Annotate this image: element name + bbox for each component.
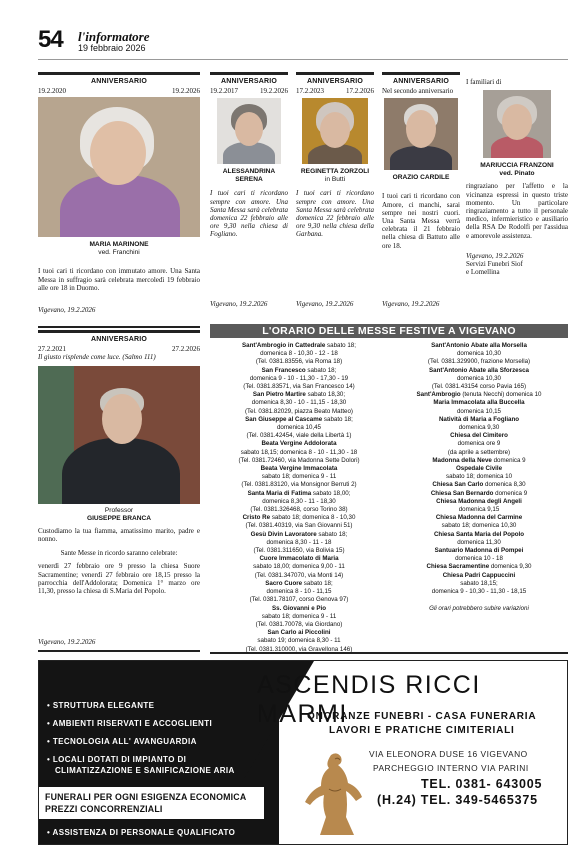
ad-phone-24h: (H.24) TEL. 349-5465375 — [377, 793, 538, 807]
deceased-subname: ved. Pinato — [499, 170, 535, 178]
mass-schedule-line: Sant'Antonio Abate alla Sforzesca — [429, 366, 529, 374]
mass-schedule-line: (Tel. 0381.310000, via Gravellona 146) — [245, 645, 353, 653]
mass-schedule-line: (Tel. 0381.83556, via Roma 18) — [255, 358, 343, 366]
obituary-franzoni — [466, 78, 568, 308]
issue-date: 19 febbraio 2026 — [78, 43, 146, 53]
mass-schedule-line: Cuore Immacolato di Maria — [259, 555, 339, 563]
obituary-title: ANNIVERSARIO — [306, 78, 364, 85]
deceased-name: ALESSANDRINA — [222, 168, 276, 176]
deceased-name: MARIA MARINONE — [89, 241, 149, 249]
mass-schedule-line: (Tel. 0381.311650, via Bolivia 15) — [253, 547, 345, 555]
statue-icon — [301, 749, 369, 841]
deceased-name: MARIUCCIA FRANZONI — [480, 162, 554, 170]
mass-schedule-line — [390, 596, 568, 604]
mass-schedule-line: (Tel. 0381.347070, via Monti 14) — [254, 571, 344, 579]
mass-schedule-line: (Tel. 0381.78107, corso Genova 97) — [249, 596, 349, 604]
mass-schedule-line: Madonna della Neve domenica 9 — [432, 456, 526, 464]
mass-schedule-line: domenica 8,30 - 11 - 18,30 — [262, 497, 336, 505]
date-left: 19.2.2017 — [210, 87, 238, 95]
mass-schedule-line: (Tel. 0381.70078, via Giordano) — [255, 620, 343, 628]
mass-schedule — [210, 324, 568, 654]
mass-schedule-line: Cristo Re sabato 18; domenica 8 - 10,30 — [242, 514, 356, 522]
mass-schedule-line: domenica 9,30 — [458, 424, 500, 432]
newspaper-brand: l'informatore — [78, 29, 150, 44]
mass-schedule-line: Sant'Ambrogio (tenuta Necchi) domenica 10 — [416, 391, 542, 399]
obituary-text: Custodiamo la tua fiamma, amatissimo marito, padre e nonno. — [38, 526, 200, 544]
obituary-text: I tuoi cari ti ricordano sempre con amore. Una Santa Messa sarà celebrata domenica 22 febbraio alle ore 9,30 nella chiesa di Fogliano. — [210, 189, 288, 239]
date-left: 27.2.2021 — [38, 345, 66, 353]
mass-schedule-line: Chiesa Sacramentine domenica 9,30 — [426, 563, 532, 571]
mass-schedule-line: domenica 9,15 — [458, 506, 500, 514]
date-right: 27.2.2026 — [172, 345, 200, 353]
mass-schedule-title: L'ORARIO DELLE MESSE FESTIVE A VIGEVANO — [210, 324, 568, 338]
obituary-cardile — [382, 72, 460, 308]
deceased-name: GIUSEPPE BRANCA — [86, 514, 152, 522]
mass-schedule-line: (Tel. 0381.42454, viale della Libertà 1) — [246, 432, 352, 440]
portrait-photo — [38, 366, 200, 504]
mass-schedule-line: (Tel. 0381.326468, corso Torino 38) — [250, 506, 348, 514]
mass-schedule-line: sabato 18; domenica 10,30 — [441, 522, 517, 530]
mass-schedule-column-2 — [390, 342, 568, 613]
mass-schedule-line: domenica 9 - 10 - 11,30 - 17,30 - 19 — [249, 374, 349, 382]
mass-schedule-line: (Tel. 0381.43154 corso Pavia 165) — [431, 383, 527, 391]
page-header — [38, 26, 568, 60]
obituary-sign: Vigevano, 19.2.2026 — [296, 299, 354, 308]
date-right: 17.2.2026 — [346, 87, 374, 95]
deceased-subname: SERENA — [235, 176, 263, 184]
mass-schedule-line: sabato 19; domenica 8,30 - 11 — [257, 637, 341, 645]
obituary-sign: Vigevano, 19.2.2026 — [466, 251, 524, 260]
deceased-title: Professor — [104, 506, 134, 514]
mass-schedule-line: Ss. Giovanni e Pio — [272, 604, 326, 612]
mass-schedule-line: domenica 10 - 18 — [455, 555, 503, 563]
mass-schedule-line: sabato 18,15; — [460, 579, 498, 587]
mass-schedule-column-1 — [210, 342, 388, 654]
mass-schedule-line: Chiesa Santa Maria del Popolo — [433, 530, 525, 538]
mass-schedule-line: domenica 10,30 — [456, 374, 502, 382]
obituary-quote: Il giusto risplende come luce. (Salmo 111) — [38, 353, 156, 362]
portrait-photo — [217, 98, 281, 164]
page-number: 54 — [38, 26, 63, 53]
obituary-text: I tuoi cari ti ricordano con immutato amore. Una Santa Messa in suffragio sarà celebrata mercoledì 19 febbraio alle ore 18 in Duomo. — [38, 267, 200, 292]
obituary-title: ANNIVERSARIO — [90, 336, 148, 343]
obituary-sign: Vigevano, 19.2.2026 — [38, 637, 96, 646]
obituary-text: ringraziano per l'affetto e la vicinanza espressi in questo triste momento. Un particolare ringraziamento a tutto il personale medico, infermieristico e ausiliario della RSA De Rodolfi per l'assidua e amorevole assistenza. — [466, 182, 568, 240]
mass-schedule-line: sabato 18,00; domenica 9,00 - 11 — [253, 563, 345, 571]
mass-schedule-line: Sant'Ambrogio in Cattedrale sabato 18; — [242, 342, 356, 349]
mass-schedule-line: Chiesa Padri Cappuccini — [442, 571, 516, 579]
mass-schedule-line: (Tel. 0381.83571, via San Francesco 14) — [243, 383, 355, 391]
portrait-photo — [38, 97, 200, 237]
ad-bullet: CLIMATIZZAZIONE E SANIFICAZIONE ARIA — [55, 766, 235, 775]
funeral-service: Servizi Funebri Siof — [466, 260, 523, 269]
mass-schedule-line: domenica 9 - 10,30 - 11,30 - 18,15 — [431, 588, 527, 596]
mass-schedule-line: Chiesa San Carlo domenica 8,30 — [432, 481, 526, 489]
portrait-photo — [302, 98, 368, 164]
obituary-title: ANNIVERSARIO — [392, 78, 450, 85]
deceased-name: REGINETTA ZORZOLI — [300, 168, 370, 176]
ad-bullet: • STRUTTURA ELEGANTE — [47, 701, 155, 710]
mass-schedule-line: Ospedale Civile — [455, 465, 503, 473]
mass-schedule-line: Gli orari potrebbero subire variazioni — [429, 604, 529, 612]
mass-schedule-line: sabato 18,15; domenica 8 - 10 - 11,30 - 18 — [240, 448, 358, 456]
ad-subtitle-2: LAVORI E PRATICHE CIMITERIALI — [329, 725, 515, 736]
mass-schedule-line: Natività di Maria a Fogliano — [438, 415, 520, 423]
obituary-sign: Vigevano, 19.2.2026 — [38, 306, 96, 315]
portrait-photo — [483, 90, 551, 158]
mass-schedule-line: (da aprile a settembre) — [447, 448, 511, 456]
obituary-serena — [210, 72, 288, 308]
mass-schedule-line: Chiesa del Cimitero — [450, 432, 508, 440]
date-left: 19.2.2020 — [38, 87, 66, 95]
obituary-marinone — [38, 72, 200, 328]
obituary-intro: I familiari di — [466, 78, 502, 86]
mass-schedule-line: domenica 8 - 10 - 11,15 — [266, 588, 332, 596]
obituary-title: ANNIVERSARIO — [90, 78, 148, 85]
date-right: 19.2.2026 — [260, 87, 288, 95]
mass-schedule-line: San Francesco sabato 18; — [261, 366, 337, 374]
deceased-subname: ved. Franchini — [98, 249, 140, 257]
mass-schedule-line: Beata Vergine Immacolata — [260, 465, 338, 473]
mass-schedule-line: domenica 11,30 — [457, 538, 501, 546]
ad-bullet: • LOCALI DOTATI DI IMPIANTO DI — [47, 755, 187, 764]
mass-schedule-line: domenica 8,30 - 10 - 11,15 - 18,30 — [251, 399, 347, 407]
obituary-subtitle: Nel secondo anniversario — [382, 87, 454, 95]
date-left: 17.2.2023 — [296, 87, 324, 95]
mass-schedule-line: Chiesa Madonna degli Angeli — [436, 497, 522, 505]
obituary-text-2: Sante Messe in ricordo saranno celebrate: — [60, 549, 178, 558]
ad-address: VIA ELEONORA DUSE 16 VIGEVANO — [369, 749, 528, 759]
ad-funerals-line: FUNERALI PER OGNI ESIGENZA ECONOMICA — [45, 792, 247, 802]
mass-schedule-line: sabato 18; domenica 9 - 11 — [261, 612, 337, 620]
obituary-text-3: venerdì 27 febbraio ore 9 presso la chiesa Suore Sacramentine; venerdì 27 febbraio ore 18,15 presso la parrocchia dell'Addolorata; Domenica 1° marzo ore 11,30, presso la chiesa di S.Maria del Popolo. — [38, 562, 200, 596]
mass-schedule-line: San Giuseppe al Cascame sabato 18; — [245, 415, 353, 423]
obituary-title: ANNIVERSARIO — [220, 78, 278, 85]
mass-schedule-line: San Pietro Martire sabato 18,30; — [252, 391, 346, 399]
ad-phone: TEL. 0381- 643005 — [421, 777, 543, 791]
ad-bullet: • ASSISTENZA DI PERSONALE QUALIFICATO — [47, 828, 236, 837]
obituary-zorzoli — [296, 72, 374, 308]
mass-schedule-line: Santuario Madonna di Pompei — [434, 547, 524, 555]
mass-schedule-line: Chiesa Madonna del Carmine — [435, 514, 523, 522]
mass-schedule-line: domenica 8 - 10,30 - 12 - 18 — [260, 350, 338, 358]
mass-schedule-line: domenica 10,30 — [456, 350, 502, 358]
mass-schedule-line: sabato 18; domenica 10 — [445, 473, 513, 481]
funeral-home-advertisement — [38, 660, 568, 845]
obituary-branca — [38, 330, 200, 652]
mass-schedule-line: Sacro Cuore sabato 18; — [265, 579, 333, 587]
mass-schedule-line: (Tel. 0381.82029, piazza Beato Matteo) — [244, 407, 353, 415]
funeral-service-2: e Lomellina — [466, 268, 500, 277]
obituary-text: I tuoi cari ti ricordano con Amore, ci manchi, sarai sempre nei nostri cuori. Una Santa Messa verrà celebrata il 21 febbraio nella chiesa di Battuto alle ore 18. — [382, 192, 460, 250]
ad-subtitle: ONORANZE FUNEBRI - CASA FUNERARIA — [307, 711, 537, 722]
portrait-photo — [384, 98, 458, 170]
mass-schedule-line: Maria Immacolata alla Buccella — [433, 399, 525, 407]
mass-schedule-line: (Tel. 0381.72460, via Madonna Sette Dolori) — [238, 456, 360, 464]
mass-schedule-line: Santa Maria di Fatima sabato 18,00; — [247, 489, 351, 497]
ad-funerals-box — [39, 787, 264, 819]
mass-schedule-line: domenica 8,30 - 11 - 18 — [266, 538, 332, 546]
ad-bullet: • TECNOLOGIA ALL' AVANGUARDIA — [47, 737, 197, 746]
deceased-subname: in Butti — [324, 176, 346, 184]
mass-schedule-line: (Tel. 0381.83120, via Monsignor Berruti 2) — [241, 481, 357, 489]
ad-prices-line: PREZZI CONCORRENZIALI — [45, 804, 163, 814]
deceased-name: ORAZIO CARDILE — [392, 174, 450, 182]
mass-schedule-line: Sant'Antonio Abate alla Morsella — [431, 342, 527, 349]
ad-parking: PARCHEGGIO INTERNO VIA PARINI — [373, 763, 529, 773]
obituary-text: I tuoi cari ti ricordano sempre con amore. Una Santa Messa sarà celebrata domenica 22 febbraio alle ore 9,30 nella chiesa della Garbana. — [296, 189, 374, 239]
ad-bullet: • AMBIENTI RISERVATI E ACCOGLIENTI — [47, 719, 213, 728]
mass-schedule-line: domenica ore 9 — [457, 440, 501, 448]
mass-schedule-line: sabato 18; domenica 9 - 11 — [261, 473, 337, 481]
ad-brand-name: ASCENDIS RICCI MARMI — [257, 671, 481, 728]
mass-schedule-line: Beata Vergine Addolorata — [261, 440, 337, 448]
mass-schedule-line: Chiesa San Bernardo domenica 9 — [430, 489, 528, 497]
mass-schedule-line: Gesù Divin Lavoratore sabato 18; — [250, 530, 348, 538]
mass-schedule-line: (Tel. 0381.40319, via San Giovanni 51) — [245, 522, 353, 530]
mass-schedule-line: (Tel. 0381.329900, frazione Morsella) — [427, 358, 531, 366]
obituary-sign: Vigevano, 19.2.2026 — [382, 299, 440, 308]
mass-schedule-line: domenica 10,45 — [276, 424, 322, 432]
mass-schedule-line: San Carlo ai Piccolini — [267, 629, 331, 637]
mass-schedule-line: domenica 10,15 — [456, 407, 502, 415]
obituary-sign: Vigevano, 19.2.2026 — [210, 299, 268, 308]
date-right: 19.2.2026 — [172, 87, 200, 95]
